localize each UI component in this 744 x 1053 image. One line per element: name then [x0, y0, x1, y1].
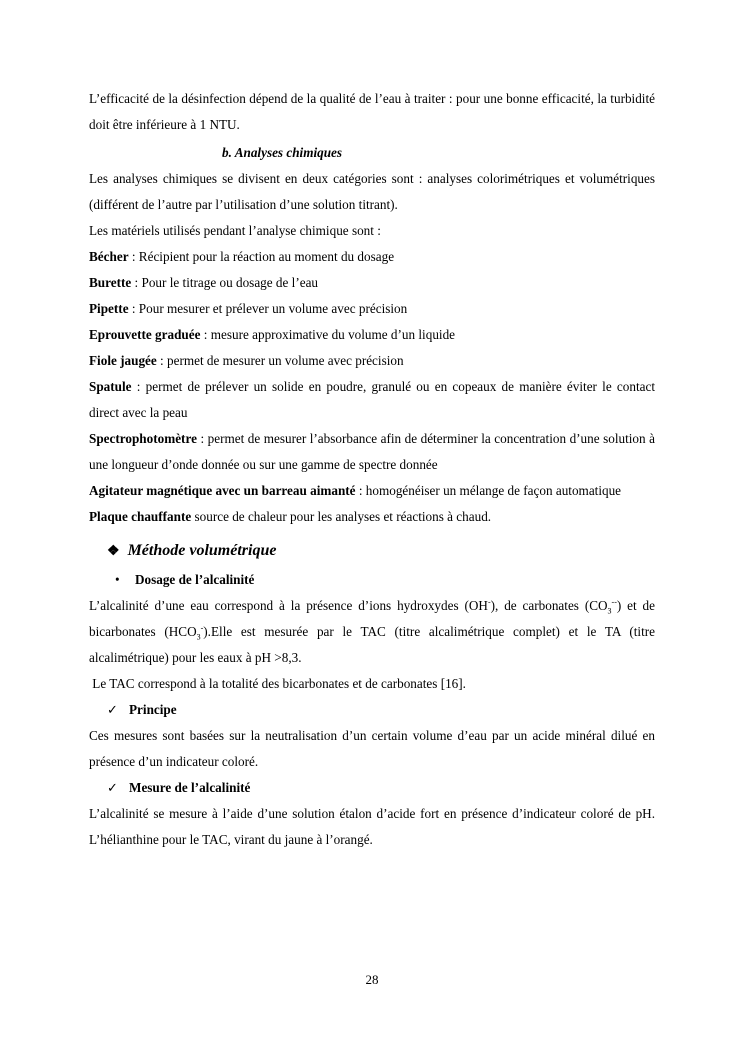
material-item [89, 322, 655, 348]
superscript: -- [611, 597, 617, 607]
principle-title: Principe [129, 701, 177, 717]
material-item [89, 244, 655, 270]
material-desc: : permet de mesurer un volume avec précision [156, 352, 404, 368]
material-desc: : permet de mesurer l’absorbance afin de déterminer la concentration d’une solution à une longueur d’onde donnée ou sur une gamme de spectre donnée [89, 430, 655, 472]
principle-heading [89, 697, 655, 723]
material-term: Bécher [89, 248, 129, 264]
alkalinity-dosage-heading [89, 567, 655, 593]
checkmark-icon: ✓ [107, 779, 119, 795]
material-term: Pipette [89, 300, 129, 316]
material-item [89, 478, 655, 504]
alkalinity-text: ) et de bicarbonates (HCO [89, 597, 655, 639]
material-desc: : homogénéiser un mélange de façon automatique [355, 482, 622, 498]
checkmark-icon: ✓ [107, 701, 119, 717]
alkalinity-measure-paragraph: L’alcalinité se mesure à l’aide d’une solution étalon d’acide fort en présence d’indicateur coloré de pH. L’hélianthine pour le TAC, virant du jaune à l’orangé. [89, 805, 655, 847]
chemical-analyses-intro: Les analyses chimiques se divisent en deux catégories sont : analyses colorimétriques et volumétriques (différent de l’autre par l’utilisation d’une solution titrant). [89, 171, 655, 212]
subscript: 3 [196, 632, 201, 642]
material-term: Spectrophotomètre [89, 430, 197, 446]
tac-line: Le TAC correspond à la totalité des bicarbonates et de carbonates [16]. [89, 675, 466, 691]
subscript: 3 [607, 606, 612, 616]
material-item [89, 374, 655, 426]
superscript: - [487, 597, 491, 607]
alkalinity-text: ).Elle est mesurée par le TAC (titre alcalimétrique complet) et le TA (titre alcalimétrique) pour les eaux à pH >8,3. [89, 623, 656, 665]
material-desc: : Pour mesurer et prélever un volume avec précision [128, 300, 408, 316]
material-term: Fiole jaugée [89, 352, 157, 368]
chemical-analyses-heading: b. Analyses chimiques [222, 145, 343, 160]
principle-paragraph: Ces mesures sont basées sur la neutralisation d’un certain volume d’eau par un acide minéral dilué en présence d’un indicateur coloré. [89, 727, 655, 769]
alkalinity-dosage-title: Dosage de l’alcalinité [135, 571, 255, 587]
material-term: Agitateur magnétique avec un barreau aimanté [89, 482, 356, 498]
material-item [89, 348, 655, 374]
document-page [89, 86, 655, 853]
material-desc: source de chaleur pour les analyses et réactions à chaud. [191, 508, 492, 524]
volumetric-method-heading [89, 536, 655, 567]
material-term: Spatule [89, 378, 132, 394]
material-desc: : Pour le titrage ou dosage de l’eau [131, 274, 319, 290]
superscript: - [200, 623, 204, 633]
material-item [89, 296, 655, 322]
alkalinity-text: L’alcalinité d’une eau correspond à la présence d’ions hydroxydes (OH [89, 597, 488, 613]
material-desc: : permet de prélever un solide en poudre, granulé ou en copeaux de manière éviter le contact direct avec la peau [89, 378, 655, 420]
intro-paragraph: L’efficacité de la désinfection dépend de la qualité de l’eau à traiter : pour une bonne efficacité, la turbidité doit être inférieure à 1 NTU. [89, 91, 655, 132]
material-desc: : mesure approximative du volume d’un liquide [200, 326, 456, 342]
alkalinity-measure-title: Mesure de l’alcalinité [129, 779, 251, 795]
material-term: Burette [89, 274, 132, 290]
material-item [89, 504, 655, 530]
material-term: Plaque chauffante [89, 508, 192, 524]
bullet-icon: • [115, 571, 120, 587]
material-desc: : Récipient pour la réaction au moment du dosage [128, 248, 395, 264]
materials-intro: Les matériels utilisés pendant l’analyse chimique sont : [89, 223, 381, 238]
volumetric-method-title: Méthode volumétrique [127, 541, 277, 559]
material-item [89, 270, 655, 296]
page-number: 28 [365, 972, 379, 987]
alkalinity-measure-heading [89, 775, 655, 801]
material-term: Eprouvette graduée [89, 326, 201, 342]
alkalinity-paragraph [89, 593, 655, 671]
diamond-bullet-icon: ❖ [107, 543, 120, 559]
material-item [89, 426, 655, 478]
alkalinity-text: ), de carbonates (CO [490, 597, 608, 613]
